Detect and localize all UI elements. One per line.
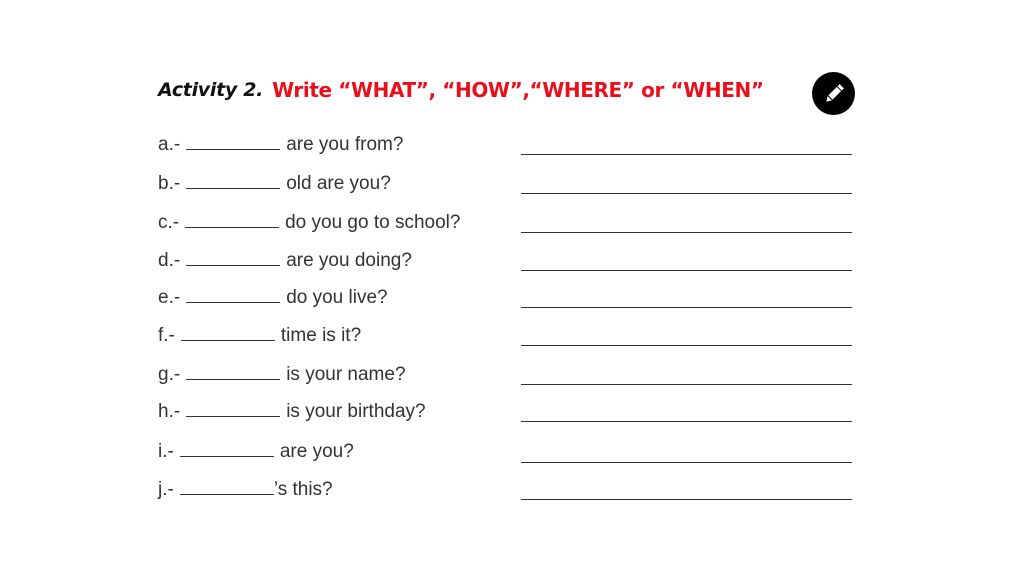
- exercise-text: [158, 397, 426, 427]
- pencil-icon: [812, 72, 855, 115]
- question-text: is your name?: [286, 364, 406, 385]
- exercise-item: [158, 208, 858, 238]
- answer-line[interactable]: [521, 384, 852, 385]
- item-letter: e.-: [158, 287, 181, 308]
- fill-in-blank[interactable]: [186, 132, 280, 150]
- exercise-item: [158, 246, 858, 276]
- fill-in-blank[interactable]: [181, 323, 275, 341]
- exercise-text: [158, 321, 361, 351]
- item-letter: c.-: [158, 212, 180, 233]
- exercise-item: [158, 475, 858, 505]
- item-letter: b.-: [158, 173, 181, 194]
- exercise-text: [158, 437, 354, 467]
- exercise-text: [158, 360, 406, 390]
- item-letter: a.-: [158, 134, 181, 155]
- fill-in-blank[interactable]: [186, 399, 280, 417]
- question-text: is your birthday?: [286, 401, 426, 422]
- item-letter: h.-: [158, 401, 181, 422]
- exercise-item: [158, 437, 858, 467]
- exercise-text: [158, 475, 333, 505]
- answer-line[interactable]: [521, 154, 852, 155]
- fill-in-blank[interactable]: [185, 210, 279, 228]
- question-text: do you go to school?: [285, 212, 461, 233]
- exercise-text: [158, 246, 412, 276]
- exercise-text: [158, 130, 403, 160]
- exercise-item: [158, 130, 858, 160]
- question-text: are you?: [279, 441, 354, 462]
- fill-in-blank[interactable]: [186, 248, 280, 266]
- question-text: do you live?: [286, 287, 388, 308]
- answer-line[interactable]: [521, 345, 852, 346]
- fill-in-blank[interactable]: [186, 171, 280, 189]
- activity-instruction: Write “WHAT”, “HOW”,“WHERE” or “WHEN”: [272, 78, 764, 102]
- question-text: ’s this?: [273, 479, 333, 500]
- answer-line[interactable]: [521, 307, 852, 308]
- exercise-item: [158, 360, 858, 390]
- fill-in-blank[interactable]: [186, 362, 280, 380]
- question-text: old are you?: [286, 173, 391, 194]
- answer-line[interactable]: [521, 499, 852, 500]
- item-letter: g.-: [158, 364, 181, 385]
- answer-line[interactable]: [521, 270, 852, 271]
- item-letter: i.-: [158, 441, 174, 462]
- fill-in-blank[interactable]: [180, 439, 274, 457]
- activity-title: [158, 72, 764, 108]
- answer-line[interactable]: [521, 462, 852, 463]
- item-letter: j.-: [158, 479, 174, 500]
- exercise-item: [158, 283, 858, 313]
- exercise-item: [158, 169, 858, 199]
- fill-in-blank[interactable]: [186, 285, 280, 303]
- item-letter: d.-: [158, 250, 181, 271]
- exercise-text: [158, 283, 388, 313]
- answer-line[interactable]: [521, 193, 852, 194]
- exercise-text: [158, 208, 460, 238]
- fill-in-blank[interactable]: [180, 477, 274, 495]
- question-text: are you doing?: [286, 250, 412, 271]
- answer-line[interactable]: [521, 232, 852, 233]
- exercise-item: [158, 397, 858, 427]
- pencil-icon-glyph: [821, 81, 847, 107]
- question-text: are you from?: [286, 134, 404, 155]
- exercise-text: [158, 169, 391, 199]
- question-text: time is it?: [280, 325, 362, 346]
- answer-line[interactable]: [521, 421, 852, 422]
- exercise-item: [158, 321, 858, 351]
- item-letter: f.-: [158, 325, 175, 346]
- activity-label: Activity 2.: [158, 79, 264, 101]
